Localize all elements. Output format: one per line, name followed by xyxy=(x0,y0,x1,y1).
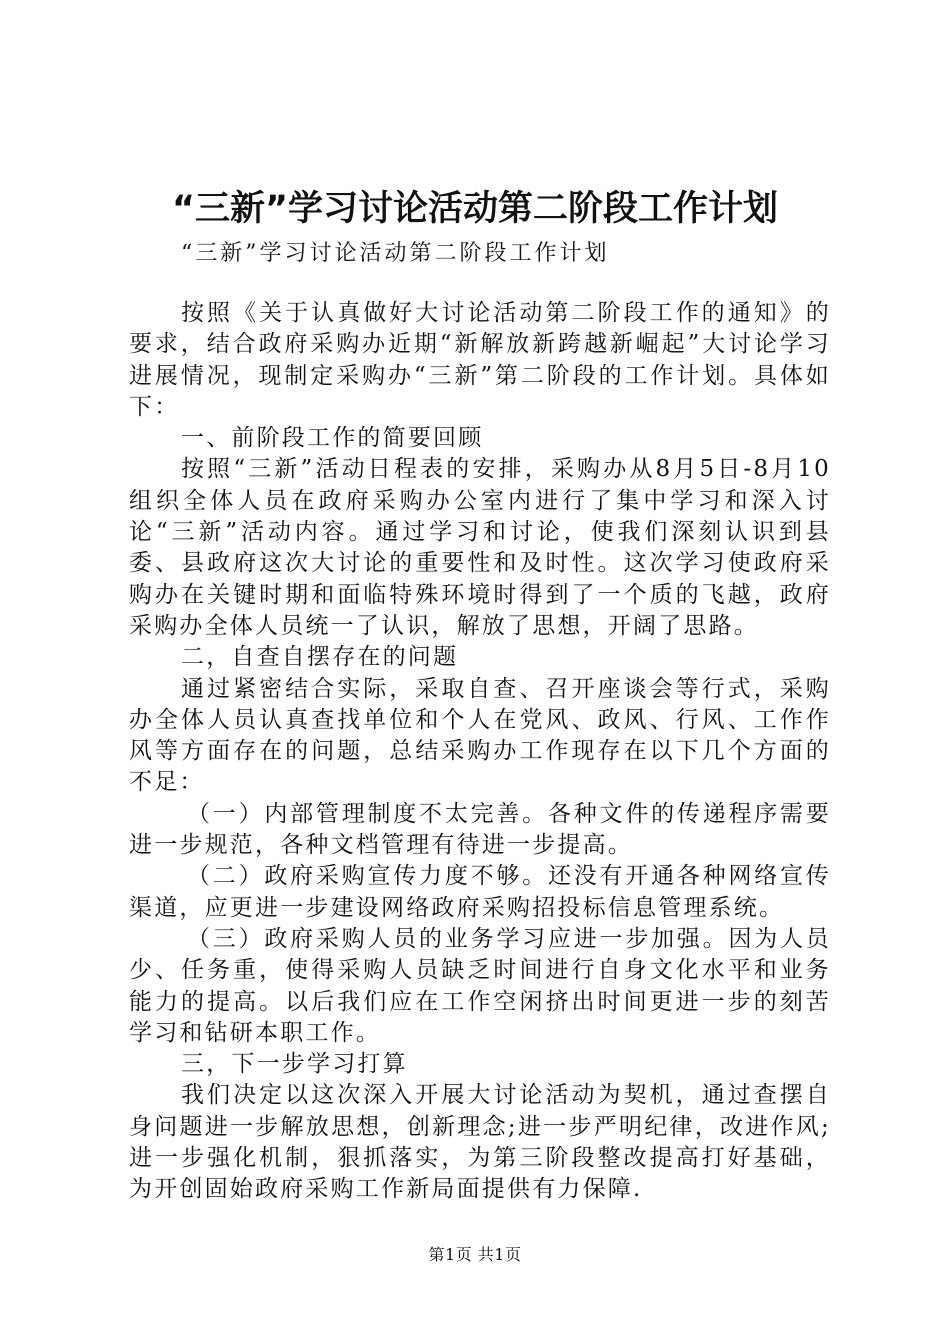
page-footer: 第1页 共1页 xyxy=(428,1245,522,1264)
list-item-3: （三）政府采购人员的业务学习应进一步加强。因为人员少、任务重，使得采购人员缺乏时间进行自身文化水平和业务能力的提高。以后我们应在工作空闲挤出时间更进一步的刻苦学习和钻研本职工作。 xyxy=(129,925,831,1046)
body-paragraph: 通过紧密结合实际，采取自查、召开座谈会等行式，采购办全体人员认真查找单位和个人在党风、政风、行风、工作作风等方面存在的问题，总结采购办工作现存在以下几个方面的不足： xyxy=(129,675,831,796)
body-paragraph: 按照“三新”活动日程表的安排，采购办从8月5日-8月10组织全体人员在政府采购办公室内进行了集中学习和深入讨论“三新”活动内容。通过学习和讨论，使我们深刻认识到县委、县政府这次大讨论的重要性和及时性。这次学习使政府采购办在关键时期和面临特殊环境时得到了一个质的飞越，政府采购办全体人员统一了认识，解放了思想，开阔了思路。 xyxy=(129,456,831,639)
list-item-2: （二）政府采购宣传力度不够。还没有开通各种网络宣传渠道，应更进一步建设网络政府采购招投标信息管理系统。 xyxy=(129,863,831,921)
document-body xyxy=(129,298,831,1206)
section-heading-2: 二，自查自摆存在的问题 xyxy=(181,644,459,671)
closing-paragraph: 我们决定以这次深入开展大讨论活动为契机，通过查摆自身问题进一步解放思想，创新理念;进一步严明纪律，改进作风;进一步强化机制，狠抓落实，为第三阶段整改提高打好基础，为开创固始政府采购工作新局面提供有力保障. xyxy=(129,1082,831,1203)
intro-paragraph: 按照《关于认真做好大讨论活动第二阶段工作的通知》的要求，结合政府采购办近期“新解放新跨越新崛起”大讨论学习进展情况，现制定采购办“三新”第二阶段的工作计划。具体如下： xyxy=(129,300,831,420)
section-heading-1: 一、前阶段工作的简要回顾 xyxy=(181,425,484,452)
section-heading-3: 三，下一步学习打算 xyxy=(181,1051,408,1078)
document-title: “三新”学习讨论活动第二阶段工作计划 xyxy=(171,189,778,229)
document-subtitle: “三新”学习讨论活动第二阶段工作计划 xyxy=(181,241,610,266)
list-item-1: （一）内部管理制度不太完善。各种文件的传递程序需要进一步规范，各种文档管理有待进一步提高。 xyxy=(129,800,831,859)
